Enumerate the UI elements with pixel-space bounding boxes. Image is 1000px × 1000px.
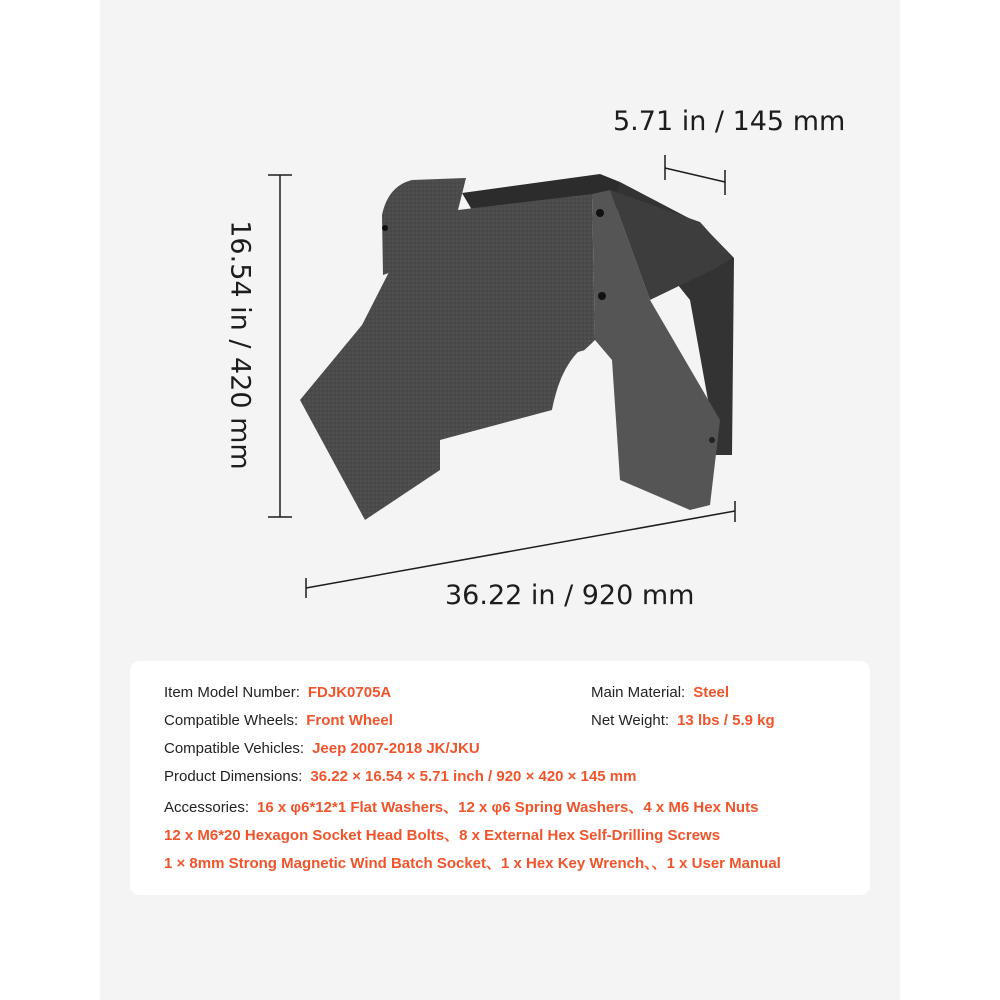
spec-value: 12 x M6*20 Hexagon Socket Head Bolts、8 x External Hex Self-Drilling Screws — [164, 827, 721, 844]
height-dimension-line — [268, 175, 292, 517]
depth-dimension-label: 5.71 in / 145 mm — [613, 106, 846, 137]
spec-accessories-line-2 — [164, 824, 720, 845]
spec-compatible-wheels — [164, 712, 393, 729]
spec-main-material — [591, 684, 729, 701]
spec-value: 13 lbs / 5.9 kg — [677, 712, 775, 729]
spec-value: Steel — [693, 684, 730, 701]
spec-label: Item Model Number: — [164, 684, 300, 701]
spec-label: Compatible Vehicles: — [164, 740, 305, 757]
spec-accessories-line-3 — [164, 852, 781, 873]
spec-compatible-vehicles — [164, 740, 480, 757]
spec-value: 1 × 8mm Strong Magnetic Wind Batch Socket、1 x Hex Key Wrench、、1 x User Manual — [164, 855, 781, 872]
depth-dimension-line — [665, 155, 725, 195]
spec-value: 16 x φ6*12*1 Flat Washers、12 x φ6 Spring Washers、4 x M6 Hex Nuts — [257, 799, 759, 816]
width-dimension-label: 36.22 in / 920 mm — [445, 580, 695, 611]
spec-value: Front Wheel — [306, 712, 393, 729]
fender-liner-panel-icon — [300, 174, 734, 520]
spec-value: 36.22 × 16.54 × 5.71 inch / 920 × 420 × 145 mm — [310, 768, 637, 785]
spec-accessories — [164, 796, 758, 817]
spec-value: FDJK0705A — [307, 684, 392, 701]
height-dimension-label: 16.54 in / 420 mm — [224, 220, 256, 470]
spec-label: Main Material: — [591, 684, 686, 701]
spec-label: Product Dimensions: — [164, 768, 303, 785]
spec-net-weight — [591, 712, 775, 729]
spec-model-number — [164, 684, 391, 701]
spec-label: Net Weight: — [591, 712, 670, 729]
spec-label: Compatible Wheels: — [164, 712, 299, 729]
spec-value: Jeep 2007-2018 JK/JKU — [312, 740, 480, 757]
spec-label: Accessories: — [164, 799, 250, 816]
spec-product-dimensions — [164, 768, 636, 785]
